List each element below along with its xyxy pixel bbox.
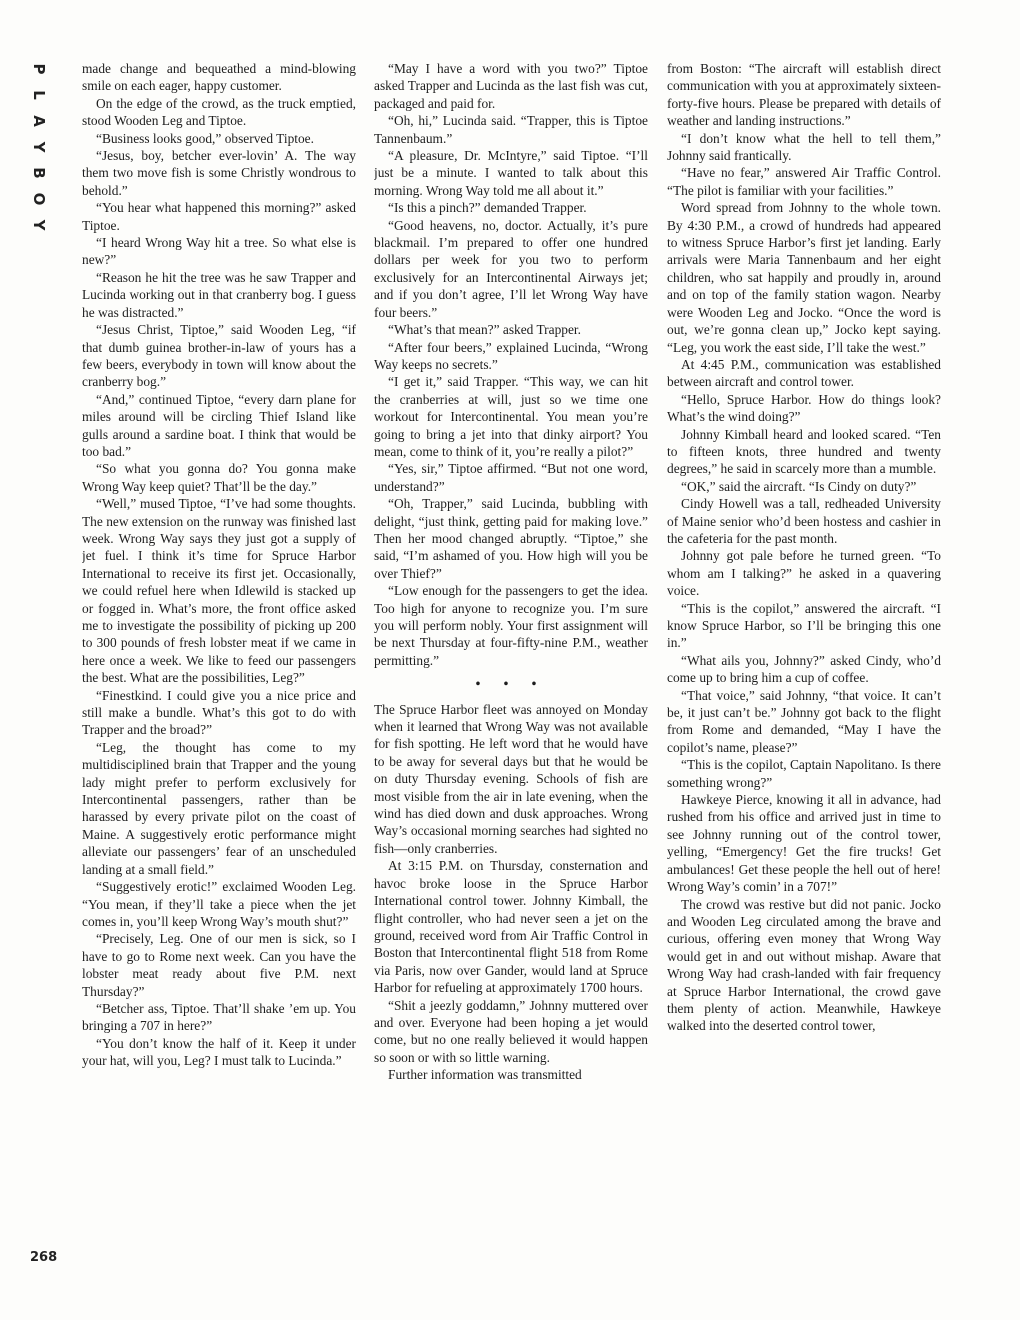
masthead-letter: L (30, 90, 48, 100)
paragraph: “Oh, hi,” Lucinda said. “Trapper, this is Tiptoe Tannenbaum.” (374, 113, 648, 146)
paragraph: Word spread from Johnny to the whole town. By 4:30 P.M., a crowd of hundreds had appeared to witness Spruce Harbor’s first jet landing. Early arrivals were Maria Tannenbaum and her eight children, who sat happily and proudly in, around and on top of the family station wagon. Nearby were Wooden Leg and Jocko. “Once the word is out, we’re gonna clean up,” Jocko kept saying. “Leg, you work the east side, I’ll take the west.” (667, 200, 941, 355)
paragraph: “Betcher ass, Tiptoe. That’ll shake ’em up. You bringing a 707 in here?” (82, 1000, 356, 1034)
paragraph: Hawkeye Pierce, knowing it all in advance, had rushed from his office and arrived just in time to see Johnny running out of the control tower, yelling, “Emergency! Get the fire trucks! Get ambulances! Get these people the hell out of here! Wrong Way’s comin’ in a 707!” (667, 792, 941, 895)
playboy-masthead (28, 58, 50, 258)
paragraph: “Well,” mused Tiptoe, “I’ve had some thoughts. The new extension on the runway was finished last week. Wrong Way says they just got a supply of jet fuel. I think it’s time for Spruce Harbor International to receive its first jet. Occasionally, we could refuel here when Idlewild is stacked up or fogged in. What’s more, the front office asked me to investigate the possibility of picking up 200 to 300 pounds of fresh lobster meat if we came in here once a week. We like to feed our passengers the best. What are the possibilities, Leg?” (82, 496, 356, 686)
paragraph: “I don’t know what the hell to tell them,” Johnny said frantically. (667, 130, 941, 164)
paragraph: At 3:15 P.M. on Thursday, consternation and havoc broke loose in the Spruce Harbor International control tower. Johnny Kimball, the flight controller, who had never seen a jet on the ground, received word from Air Traffic Control in Boston that Intercontinental flight 518 from Rome via Paris, now over Gander, would land at Spruce Harbor for refueling at approximately 1700 hours. (374, 858, 648, 996)
paragraph: At 4:45 P.M., communication was established between aircraft and control tower. (667, 356, 941, 390)
paragraph: “Jesus, boy, betcher ever-lovin’ A. The way them two move fish is some Christly wondrous to behold.” (82, 148, 356, 198)
paragraph: “What’s that mean?” asked Trapper. (388, 322, 581, 338)
paragraph: “Reason he hit the tree was he saw Trapper and Lucinda working out in that cranberry bog. I guess he was distracted.” (82, 269, 356, 320)
paragraph: The crowd was restive but did not panic. Jocko and Wooden Leg circulated among the brave and curious, offering even money that Wrong Way would get in and out without mishap. Aware that Wrong Way had crash-landed with fair frequency at Spruce Harbor International, the crowd gave them plenty of action. Meanwhile, Hawkeye walked into the deserted control tower, (667, 896, 941, 1034)
text-column-3 (667, 60, 941, 1292)
paragraph: “And,” continued Tiptoe, “every darn plane for miles around will be circling Thief Island like gulls around a sardine boat. I think that would be too bad.” (82, 391, 356, 459)
masthead-letter: Y (30, 219, 48, 231)
paragraph: “Is this a pinch?” demanded Trapper. (388, 200, 587, 216)
paragraph: The Spruce Harbor fleet was annoyed on Monday when it learned that Wrong Way was not available for fish spotting. He left word that he would have to be away for several days but that he would be on duty Thursday evening. Schools of fish are most visible from the air in late evening, when the wind has died down and dusk approaches. Wrong Way’s occasional morning searches had sighted no fish—only cranberries. (374, 701, 648, 856)
paragraph: “What ails you, Johnny?” asked Cindy, who’d come up to bring him a cup of coffee. (667, 652, 941, 686)
masthead-letter: Y (30, 141, 48, 153)
paragraph: “Jesus Christ, Tiptoe,” said Wooden Leg, “if that dumb guinea brother-in-law of yours has a few beers, everybody in town will know about the cranberry bog.” (82, 322, 356, 390)
paragraph: “Shit a jeezly goddamn,” Johnny muttered over and over. Everyone had been hoping a jet would come, but no one really believed it would happen so soon or with so little warning. (374, 997, 648, 1065)
paragraph: “I heard Wrong Way hit a tree. So what else is new?” (82, 235, 356, 268)
paragraph: “Business looks good,” observed Tiptoe. (96, 130, 314, 146)
masthead-letter: P (30, 63, 48, 75)
paragraph: “After four beers,” explained Lucinda, “Wrong Way keeps no secrets.” (374, 339, 648, 372)
paragraph: “So what you gonna do? You gonna make Wrong Way keep quiet? That’ll be the day.” (82, 461, 356, 494)
masthead-letter: A (30, 115, 48, 127)
paragraph: “Leg, the thought has come to my multidisciplined brain that Trapper and the young lady might prefer to perform exclusively for Intercontinental passengers, rather than be harassed by every private pilot on the coast of Maine. A suggestively erotic performance might alleviate our passengers’ fear of an unscheduled landing at a small field.” (82, 739, 356, 877)
paragraph: “May I have a word with you two?” Tiptoe asked Trapper and Lucinda as the last fish was cut, packaged and paid for. (374, 61, 648, 111)
paragraph: “I get it,” said Trapper. “This way, we can hit the cranberries at will, just so we time one workout for Intercontinental. You mean you’re going to bring a jet into that dinky airport? You mean, come to think of it, you’re really a pilot?” (374, 374, 648, 459)
masthead-letter: B (30, 167, 48, 179)
paragraph: “Oh, Trapper,” said Lucinda, bubbling with delight, “just think, getting paid for making love.” Then her mood changed abruptly. “Tiptoe,” she said, “I’m ashamed of you. How high will you be over Thief?” (374, 496, 648, 581)
paragraph: “OK,” said the aircraft. “Is Cindy on duty?” (681, 478, 917, 494)
paragraph: “Suggestively erotic!” exclaimed Wooden Leg. “You mean, if they’ll take a piece when the jet comes in, you’ll keep Wrong Way’s mouth shut?” (82, 879, 356, 929)
paragraph: “This is the copilot, Captain Napolitano. Is there something wrong?” (667, 757, 941, 790)
text-column-2 (374, 60, 648, 1292)
paragraph: “Low enough for the passengers to get the idea. Too high for anyone to recognize you. I’m sure you will perform nobly. Your first assignment will be next Thursday at four-fifty-nine P.M., weather permitting.” (374, 583, 648, 668)
text-column-1 (82, 60, 356, 1292)
paragraph: Further information was transmitted (388, 1067, 582, 1083)
paragraph: Johnny Kimball heard and looked scared. “Ten to fifteen knots, three hundred and twenty degrees,” he said in scarcely more than a mumble. (667, 426, 941, 477)
paragraph: On the edge of the crowd, as the truck emptied, stood Wooden Leg and Tiptoe. (82, 95, 356, 129)
paragraph: “Finestkind. I could give you a nice price and still make a bundle. What’s this got to do with Trapper and the broad?” (82, 687, 356, 738)
paragraph: Johnny got pale before he turned green. “To whom am I talking?” he asked in a quavering voice. (667, 548, 941, 599)
paragraph: “Hello, Spruce Harbor. How do things look? What’s the wind doing?” (667, 391, 941, 425)
paragraph: “Yes, sir,” Tiptoe affirmed. “But not one word, understand?” (374, 461, 648, 494)
paragraph: “Have no fear,” answered Air Traffic Control. “The pilot is familiar with your facilities.” (667, 165, 941, 198)
paragraph: “Good heavens, no, doctor. Actually, it’s pure blackmail. I’m prepared to offer one hundred dollars per week for you two to perform exclusively for an Intercontinental Airways jet; and if you don’t agree, I’ll let Wrong Way have four beers.” (374, 217, 648, 320)
paragraph: “A pleasure, Dr. McIntyre,” said Tiptoe. “I’ll just be a minute. I wanted to talk about this morning. Wrong Way told me all about it.” (374, 148, 648, 198)
paragraph: “Precisely, Leg. One of our men is sick, so I have to go to Rome next week. Can you have the lobster meat ready about five P.M. next Thursday?” (82, 931, 356, 999)
paragraph: made change and bequeathed a mind-blowing smile on each eager, happy customer. (82, 61, 356, 94)
paragraph: “You hear what happened this morning?” asked Tiptoe. (82, 200, 356, 233)
section-separator: • • • (475, 676, 547, 692)
paragraph: from Boston: “The aircraft will establish direct communication with you at approximately sixteen-forty-five hours. Please be prepared with details of weather and landing instructions.” (667, 61, 941, 129)
page-number: 268 (30, 1250, 58, 1265)
paragraph: “This is the copilot,” answered the aircraft. “I know Spruce Harbor, so I’ll be bringing this one in.” (667, 600, 941, 651)
paragraph: “That voice,” said Johnny, “that voice. It can’t be, it just can’t be.” Johnny got back to the flight from Rome and demanded, “May I have the copilot’s name, please?” (667, 687, 941, 755)
masthead-letter: O (30, 192, 48, 206)
paragraph: Cindy Howell was a tall, redheaded University of Maine senior who’d been hostess and cashier in the cafeteria for the past month. (667, 496, 941, 546)
paragraph: “You don’t know the half of it. Keep it under your hat, will you, Leg? I must talk to Lucinda.” (82, 1035, 356, 1069)
